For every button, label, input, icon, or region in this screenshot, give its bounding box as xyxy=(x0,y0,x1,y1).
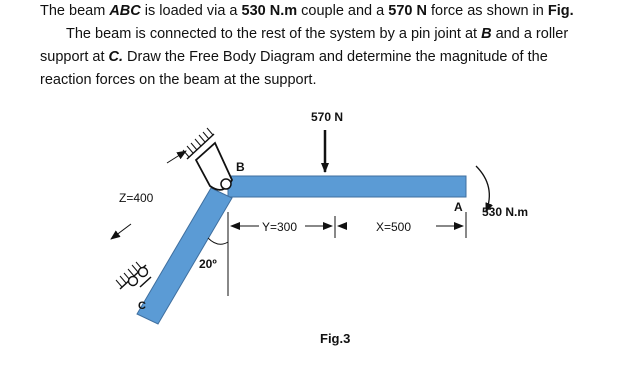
pin-support-b xyxy=(183,128,232,190)
inclined-beam xyxy=(137,188,232,324)
point-b-label: B xyxy=(236,160,245,174)
angle-label: 20º xyxy=(199,257,217,271)
problem-line-1: The beam ABC is loaded via a 530 N.m couple and a 570 N force as shown in Fig. xyxy=(40,3,574,19)
figure-caption: Fig.3 xyxy=(320,331,351,346)
force-label: 570 N xyxy=(311,110,344,124)
horizontal-beam xyxy=(228,176,466,197)
dim-y-label: Y=300 xyxy=(262,220,298,234)
dim-x-label: X=500 xyxy=(376,220,412,234)
dim-z-label: Z=400 xyxy=(119,191,154,205)
problem-line-3: support at C. Draw the Free Body Diagram and determine the magnitude of the xyxy=(40,49,548,65)
couple-label: 530 N.m xyxy=(482,205,529,219)
roller-support-c xyxy=(116,262,151,289)
angle-arc xyxy=(208,238,228,244)
point-c-label: C xyxy=(138,300,146,312)
problem-line-2: The beam is connected to the rest of the system by a pin joint at B and a roller xyxy=(66,26,569,42)
problem-line-4: reaction forces on the beam at the support. xyxy=(40,72,317,88)
point-a-label: A xyxy=(454,200,463,214)
